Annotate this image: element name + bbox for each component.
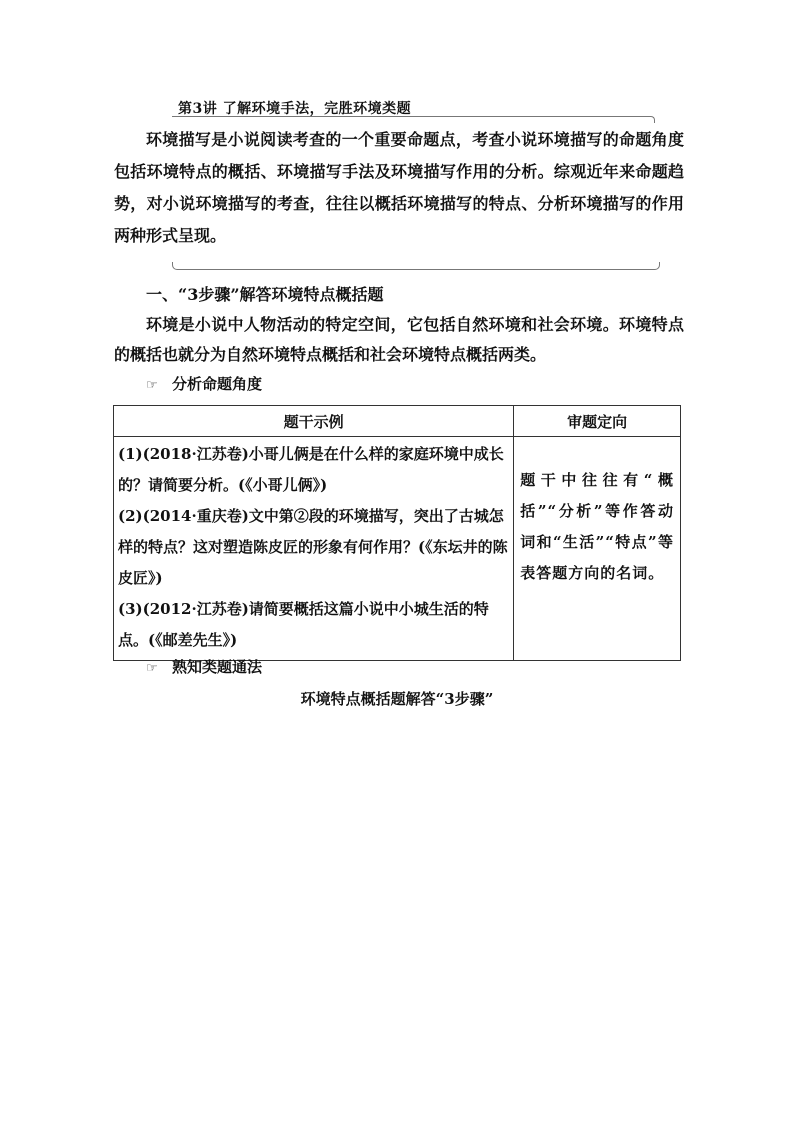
table-row — [114, 437, 681, 661]
subheading-methods — [146, 656, 262, 677]
subheading-analysis-label: 分析命题角度 — [172, 375, 263, 393]
title-divider — [172, 116, 655, 123]
section-paragraph: 环境是小说中人物活动的特定空间，它包括自然环境和社会环境。环境特点的概括也就分为自然环境特点概括和社会环境特点概括两类。 — [114, 315, 684, 364]
example-item: (1)(2018·江苏卷)小哥儿俩是在什么样的家庭环境中成长的？请简要分析。(《小哥儿俩》) — [118, 445, 504, 494]
intro-paragraph: 环境描写是小说阅读考查的一个重要命题点，考查小说环境描写的命题角度包括环境特点的概括、环境描写手法及环境描写作用的分析。综观近年来命题趋势，对小说环境描写的考查，往往以概括环境描写的特点、分析环境描写的作用两种形式呈现。 — [114, 130, 684, 245]
section-heading: 一、“3步骤”解答环境特点概括题 — [146, 285, 384, 304]
table-header-examples: 题干示例 — [114, 406, 514, 437]
intro-divider — [172, 262, 660, 270]
table-cell-direction: 题干中往往有“概括”“分析”等作答动词和“生活”“特点”等表答题方向的名词。 — [514, 437, 681, 661]
table-header-row — [114, 406, 681, 437]
table-header-direction: 审题定向 — [514, 406, 681, 437]
table-cell-examples — [114, 437, 514, 661]
pointing-hand-icon: ☞ — [146, 661, 158, 676]
example-item: (3)(2012·江苏卷)请简要概括这篇小说中小城生活的特点。(《邮差先生》) — [118, 600, 489, 649]
pointing-hand-icon: ☞ — [146, 378, 158, 393]
lesson-title: 第3讲 了解环境手法，完胜环境类题 — [178, 101, 412, 117]
subheading-analysis — [146, 373, 262, 394]
question-table — [113, 405, 681, 661]
example-item: (2)(2014·重庆卷)文中第②段的环境描写，突出了古城怎样的特点？这对塑造陈皮匠的形象有何作用？(《东坛井的陈皮匠》) — [118, 507, 508, 587]
subheading-methods-label: 熟知类题通法 — [172, 658, 263, 676]
steps-title: 环境特点概括题解答“3步骤” — [300, 690, 494, 708]
